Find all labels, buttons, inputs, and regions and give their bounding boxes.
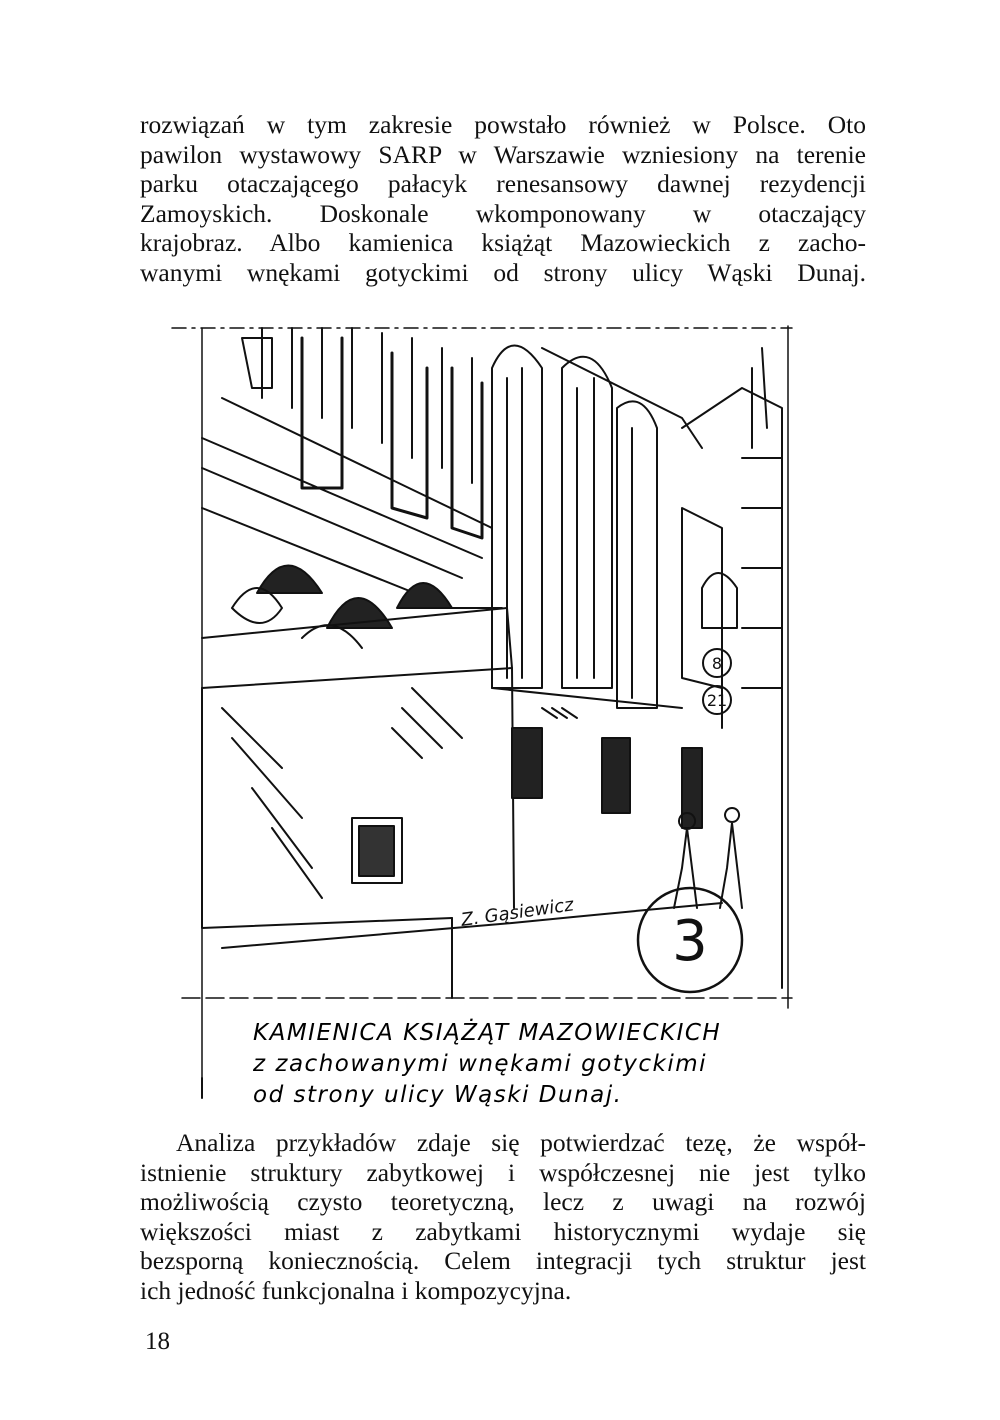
text-line: krajobraz. Albo kamienica książąt Mazowieckich z zacho- bbox=[140, 228, 866, 258]
page-number: 18 bbox=[145, 1328, 170, 1355]
caption-line: KAMIENICA KSIĄŻĄT MAZOWIECKICH bbox=[253, 1020, 722, 1046]
sign-number: 21 bbox=[706, 691, 728, 710]
text-line: większości miast z zabytkami historycznymi wydaje się bbox=[140, 1216, 866, 1246]
text-line: możliwością czysto teoretyczną, lecz z uwagi na rozwój bbox=[140, 1187, 866, 1217]
text-line: Analiza przykładów zdaje się potwierdzać tezę, że współ- bbox=[176, 1128, 866, 1157]
paragraph-bottom bbox=[140, 1128, 866, 1306]
text-line: istnienie struktury zabytkowej i współczesnej nie jest tylko bbox=[140, 1157, 866, 1187]
sign-number: 8 bbox=[711, 654, 723, 673]
artist-signature: Z. Gąsiewicz bbox=[459, 894, 575, 931]
text-line: bezsporną koniecznością. Celem integracji tych struktur jest bbox=[140, 1246, 866, 1276]
circle-number: 3 bbox=[672, 909, 708, 974]
text-line: parku otaczającego pałacyk renesansowy dawnej rezydencji bbox=[140, 169, 866, 199]
sketch-kamienica-illustration bbox=[162, 308, 802, 1108]
text-line: wanymi wnękami gotyckimi od strony ulicy Wąski Dunaj. bbox=[140, 257, 866, 287]
figure-caption bbox=[253, 1018, 793, 1111]
text-line: rozwiązań w tym zakresie powstało również w Polsce. Oto bbox=[140, 110, 866, 139]
text-line: Zamoyskich. Doskonale wkomponowany w otaczający bbox=[140, 198, 866, 228]
paragraph-top bbox=[140, 110, 866, 288]
text-line: ich jedność funkcjonalna i kompozycyjna. bbox=[140, 1275, 572, 1305]
text-line: pawilon wystawowy SARP w Warszawie wzniesiony na terenie bbox=[140, 139, 866, 169]
caption-line: z zachowanymi wnękami gotyckimi bbox=[253, 1051, 708, 1077]
caption-line: od strony ulicy Wąski Dunaj. bbox=[253, 1082, 623, 1108]
